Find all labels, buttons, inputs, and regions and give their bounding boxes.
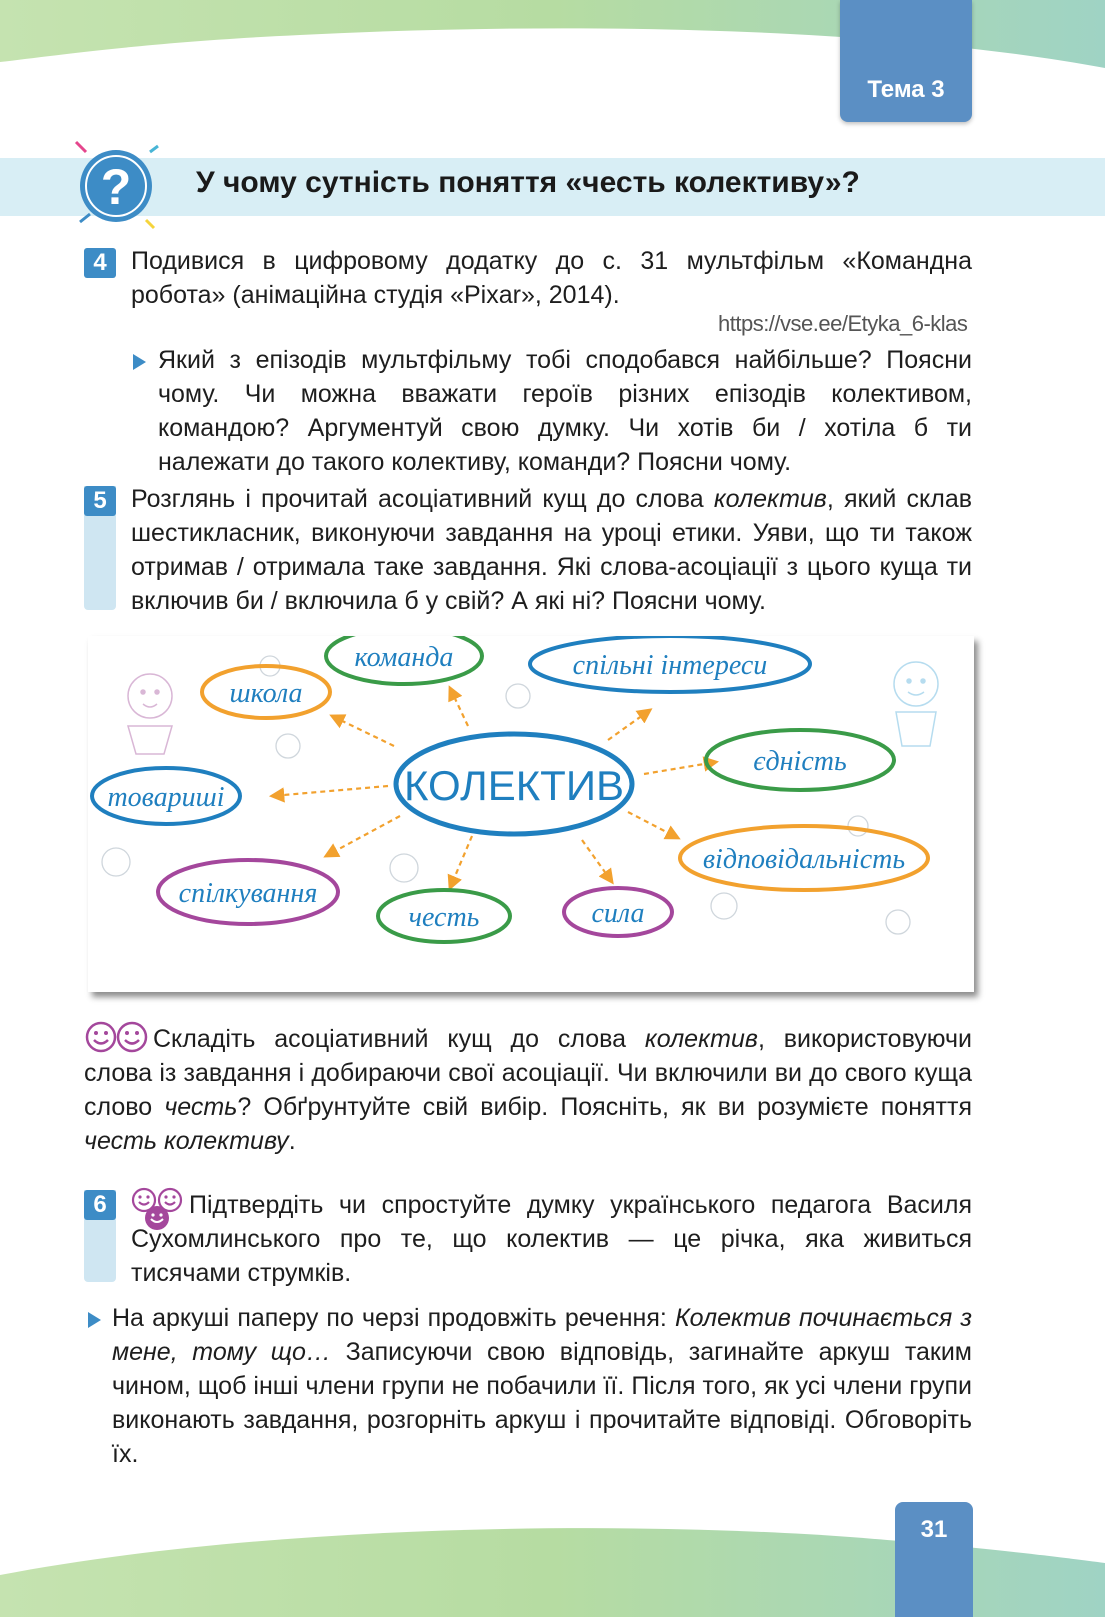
word-interests: спільні інтереси <box>572 650 768 681</box>
arrow-to-communication <box>326 816 400 856</box>
task-4-number: 4 <box>84 248 116 278</box>
arrow-to-honor <box>450 836 472 888</box>
pair-task-italic: честь <box>164 1093 238 1121</box>
task-6-bullet-part: На аркуші паперу по черзі продовжіть речення: <box>112 1304 675 1332</box>
word-responsibility: відповідальність <box>702 844 906 875</box>
topic-tab <box>840 0 972 122</box>
task-4-link[interactable]: https://vse.ee/Etyka_6-klas <box>718 311 968 336</box>
word-strength: сила <box>591 898 645 929</box>
bullet-triangle-icon <box>133 354 146 370</box>
task-6-bullet-part: Записуючи свою відповідь, загинайте аркуш таким чином, щоб інші члени групи не побачили її. Після того, як усі члени групи виконають завдання, розгорніть аркуш і прочитайте відповіді. Обговоріть їх. <box>112 1338 972 1468</box>
task-5-text-part: Розглянь і прочитай асоціативний кущ до слова <box>131 485 714 513</box>
doodle-child-icon <box>894 662 938 746</box>
pair-task-italic: честь колективу <box>84 1127 289 1155</box>
task-6-text: Підтвердіть чи спростуйте думку українського педагога Василя Сухомлинського про те, що колектив — це річка, яка живиться тисячами струмків. <box>131 1191 972 1287</box>
word-school: школа <box>229 678 303 709</box>
task-5-number: 5 <box>84 486 116 516</box>
task-5-text <box>131 482 972 618</box>
word-team: команда <box>354 642 454 673</box>
word-communication: спілкування <box>178 878 318 909</box>
word-comrades: товариші <box>107 782 225 813</box>
task-5-italic-word: колектив <box>713 485 827 513</box>
task-5-text-part: , який склав шестикласник, виконуючи завдання на уроці етики. Уяви, що ти також отримав / отримала таке завдання. Які слова-асоціації з цього куща ти включив би / включила б у свій? А які ні? Поясни чому. <box>131 485 973 615</box>
mind-map-svg <box>88 636 974 992</box>
arrow-to-responsibility <box>628 812 678 838</box>
svg-text:?: ? <box>100 159 132 215</box>
pair-task-italic: колектив <box>644 1025 758 1053</box>
doodle-children-icon <box>128 674 172 754</box>
pair-task-text <box>84 1022 972 1158</box>
pair-task-text-part: Складіть асоціативний кущ до слова <box>153 1025 645 1053</box>
topic-tab-label: Тема 3 <box>867 76 945 103</box>
task-6-number: 6 <box>84 1190 116 1220</box>
arrow-to-team <box>450 688 468 726</box>
word-unity: єдність <box>753 746 847 777</box>
task-4-text: Подивися в цифровому додатку до с. 31 мультфільм «Командна робота» (анімаційна студія «Pixar», 2014). <box>131 247 972 309</box>
mind-map-figure <box>88 636 974 992</box>
task-4-bullet-text: Який з епізодів мультфільму тобі сподобався найбільше? Поясни чому. Чи можна вважати героїв різних епізодів колективом, командою? Аргументуй свою думку. Чи хотів би / хотіла б ти належати до такого колективу, команди? Поясни чому. <box>158 346 972 476</box>
word-honor: честь <box>408 902 480 933</box>
arrow-to-interests <box>608 710 650 740</box>
center-word: КОЛЕКТИВ <box>403 762 625 809</box>
arrow-to-strength <box>582 840 612 882</box>
question-title: У чому сутність поняття «честь колективу»? <box>196 166 860 199</box>
pair-task-text-part: ? Обґрунтуйте свій вибір. Поясніть, як ви розумієте поняття <box>237 1093 972 1121</box>
arrow-to-comrades <box>272 786 388 796</box>
arrow-to-school <box>332 716 394 746</box>
task-6-bullet-text <box>112 1301 972 1471</box>
pair-task-text-part: , використовуючи слова із завдання і добираючи свої асоціації. Чи включили ви до свого куща слово <box>84 1025 972 1121</box>
bullet-triangle-icon <box>88 1312 101 1328</box>
question-mark-icon <box>68 138 164 234</box>
page-number-tab <box>895 1502 973 1617</box>
page-number: 31 <box>920 1516 948 1543</box>
task-6-bullet-italic: Колектив починається з мене, тому що… <box>112 1304 972 1366</box>
pair-task-text-part: . <box>288 1127 296 1155</box>
